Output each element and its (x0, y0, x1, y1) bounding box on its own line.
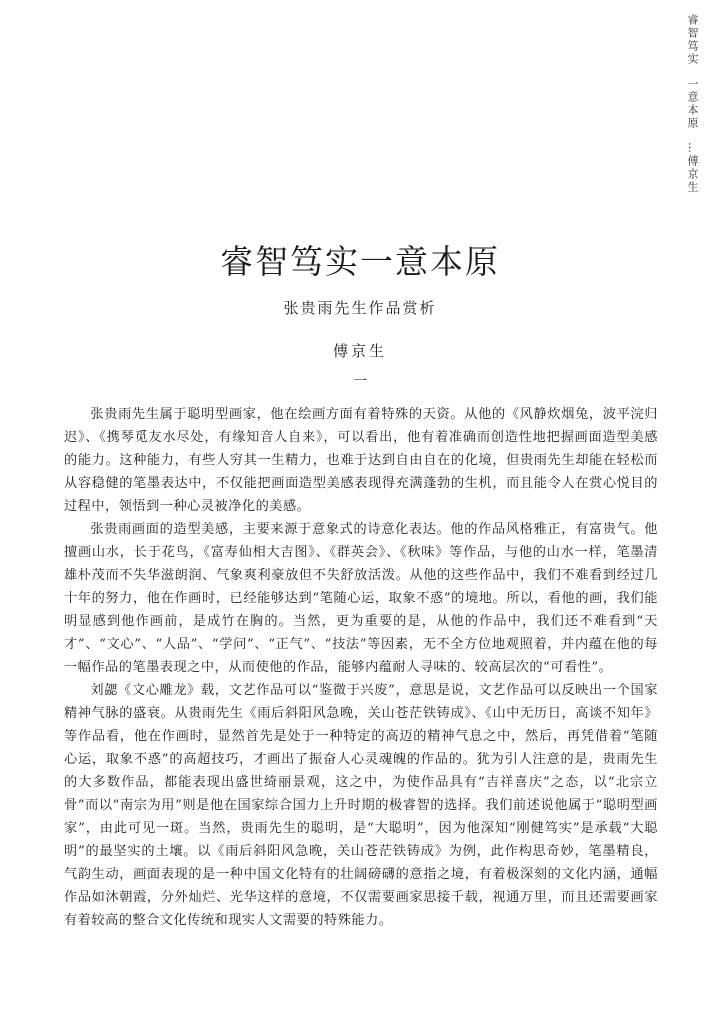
article-title: 睿智笃实一意本原 (220, 242, 500, 281)
running-head-title-part2: 一意本原 (686, 78, 699, 130)
paragraph: 张贵雨画面的造型美感，主要来源于意象式的诗意化表达。他的作品风格雅正，有富贵气。他擅画山水，长于花鸟，《富寿仙相大吉图》、《群英会》、《秋味》等作品，与他的山水一样，笔墨清雄朴茂而不失华滋朗润、气象爽利豪放但不失舒放活泼。从他的这些作品中，我们不难看到经过几十年的努力，他在作画时，已经能够达到“笔随心运，取象不惑”的境地。所以，看他的画，我们能明显感到他作画前，是成竹在胸的。当然，更为重要的是，从他的作品中，我们还不难看到“天才”、“文心”、“人品”、“学问”、“正气”、“技法”等因素，无不全方位地观照着，并内蕴在他的每一幅作品的笔墨表现之中，从而使他的作品，能够内蕴耐人寻味的、较高层次的“可看性”。 (64, 522, 658, 675)
running-head (687, 14, 698, 194)
paragraph: 张贵雨先生属于聪明型画家，他在绘画方面有着特殊的天资。从他的《风静炊烟兔，波平浣归迟》、《携琴觅友水尽处，有缘知音人自来》，可以看出，他有着准确而创造性地把握画面造型美感的能力。这种能力，有些人穷其一生精力，也难于达到自由自在的化境，但贵雨先生却能在轻松而从容稳健的笔墨表达中，不仅能把画面造型美感表现得充满蓬勃的生机，而且能令人在赏心悦目的过程中，领悟到一种心灵被净化的美感。 (64, 407, 658, 514)
article-author: 傅京生 (332, 342, 387, 360)
article-subtitle: 张贵雨先生作品赏析 (283, 299, 437, 317)
running-head-title-part1: 睿智笃实 (686, 14, 699, 66)
running-head-author: …傅京生 (686, 142, 699, 194)
section-number: 一 (353, 374, 367, 390)
title-block (0, 236, 720, 391)
article-body (64, 403, 658, 932)
paragraph: 刘勰《文心雕龙》载，文艺作品可以“鉴微于兴废”，意思是说，文艺作品可以反映出一个国家精神气脉的盛衰。从贵雨先生《雨后斜阳风急晚，关山苍茫铁铸成》、《山中无历日，高谈不知年》等作品看，他在作画时，显然首先是处于一种特定的高迈的精神气息之中，然后，再凭借着“笔随心运，取象不惑”的高超技巧，才画出了振奋人心灵魂魄的作品的。犹为引人注意的是，贵雨先生的大多数作品，都能表现出盛世绮丽景观，这之中，为使作品具有“吉祥喜庆”之态，以“北宗立骨”而以“南宗为用”则是他在国家综合国力上升时期的极睿智的选择。我们前述说他属于“聪明型画家”，由此可见一斑。当然，贵雨先生的聪明，是“大聪明”，因为他深知“刚健笃实”是承载“大聪明”的最坚实的土壤。以《雨后斜阳风急晚，关山苍茫铁铸成》为例，此作构思奇妙，笔墨精良，气韵生动，画面表现的是一种中国文化特有的壮阔磅礴的意指之境，有着极深刻的文化内涵，通幅作品如沐朝霞，分外灿烂、光华这样的意境，不仅需要画家思接千载，视通万里，而且还需要画家有着较高的整合文化传统和现实人文需要的特殊能力。 (64, 683, 658, 928)
